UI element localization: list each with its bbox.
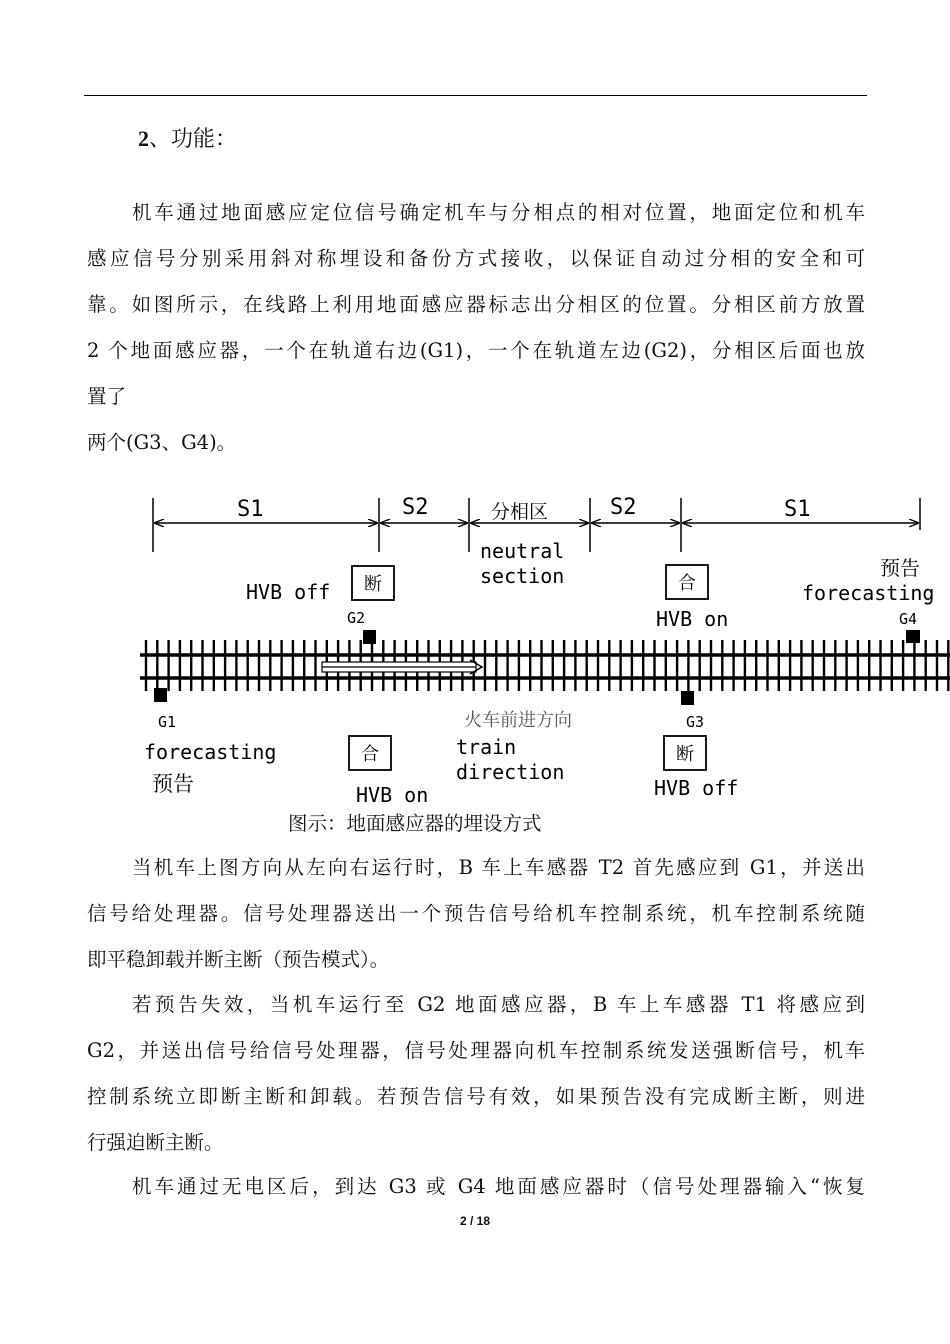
paragraph-line: 置了 [87,385,127,408]
forecasting-top-label: forecasting [802,581,935,605]
paragraph-line: 靠。如图所示，在线路上利用地面感应器标志出分相区的位置。分相区前方放置 [87,293,865,316]
sensor-g4-marker [906,630,920,643]
s1-left-label: S1 [237,497,264,522]
forecasting-bottom-label: forecasting [144,740,277,764]
paragraph-3 [87,982,865,1166]
forecast-cn-bottom-label: 预告 [152,772,194,796]
section-number: 2 [138,126,149,151]
header-rule [84,95,867,96]
hvb-on-top-label: HVB on [656,607,729,631]
section-label: section [480,564,565,588]
figure-caption: 图示：地面感应器的埋设方式 [288,812,542,835]
s2-right-label: S2 [610,495,637,520]
forecast-cn-top-label: 预告 [880,556,920,580]
g1-label: G1 [158,713,177,731]
paragraph-line: 控制系统立即断主断和卸载。若预告信号有效，如果预告没有完成断主断，则进 [87,1085,865,1108]
section-heading [138,122,237,153]
train-direction-cn-label: 火车前进方向 [464,710,572,731]
paragraph-4 [87,1164,865,1210]
g3-label: G3 [686,713,705,731]
s2-left-label: S2 [402,495,429,520]
neutral-section-cn-label: 分相区 [491,501,549,523]
paragraph-2 [87,845,865,983]
breaker-off-top-char: 断 [364,574,382,595]
hvb-on-bottom-label: HVB on [356,783,429,807]
s1-right-label: S1 [784,497,811,522]
sensor-layout-diagram [140,492,950,812]
paragraph-line: G2，并送出信号给信号处理器，信号处理器向机车控制系统发送强断信号，机车 [87,1039,865,1062]
paragraph-line: 两个(G3、G4)。 [87,431,237,454]
hvb-off-bottom-label: HVB off [654,776,739,800]
train-label: train [456,735,517,759]
paragraph-line: 2 个地面感应器，一个在轨道右边(G1)，一个在轨道左边(G2)，分相区后面也放 [87,339,865,362]
railway-track [140,640,950,691]
hvb-off-top-label: HVB off [246,580,331,604]
section-title: 、功能： [149,127,238,152]
sensor-g1-marker [154,688,167,702]
g4-label: G4 [899,610,918,628]
paragraph-line: 信号给处理器。信号处理器送出一个预告信号给机车控制系统，机车控制系统随 [87,902,865,925]
paragraph-line: 即平稳卸载并断主断（预告模式）。 [87,948,390,971]
paragraph-line: 机车通过无电区后，到达 G3 或 G4 地面感应器时（信号处理器输入“恢复 [132,1175,865,1198]
direction-label: direction [456,760,565,784]
neutral-label: neutral [480,539,565,563]
breaker-on-top-char: 合 [678,573,696,594]
paragraph-line: 若预告失效，当机车运行至 G2 地面感应器，B 车上车感器 T1 将感应到 [132,993,865,1016]
g2-label: G2 [347,609,366,627]
sensor-g3-marker [681,691,694,705]
paragraph-1 [87,190,865,466]
paragraph-line: 机车通过地面感应定位信号确定机车与分相点的相对位置，地面定位和机车 [132,201,865,224]
train-direction-arrow [322,660,482,674]
breaker-on-bottom-char: 合 [361,744,379,765]
paragraph-line: 行强迫断主断。 [87,1131,224,1154]
page-number: 2 / 18 [459,1214,491,1228]
sensor-g2-marker [363,630,376,644]
breaker-off-bottom-char: 断 [676,744,694,765]
paragraph-line: 感应信号分别采用斜对称埋设和备份方式接收，以保证自动过分相的安全和可 [87,247,865,270]
paragraph-line: 当机车上图方向从左向右运行时，B 车上车感器 T2 首先感应到 G1，并送出 [132,856,865,879]
